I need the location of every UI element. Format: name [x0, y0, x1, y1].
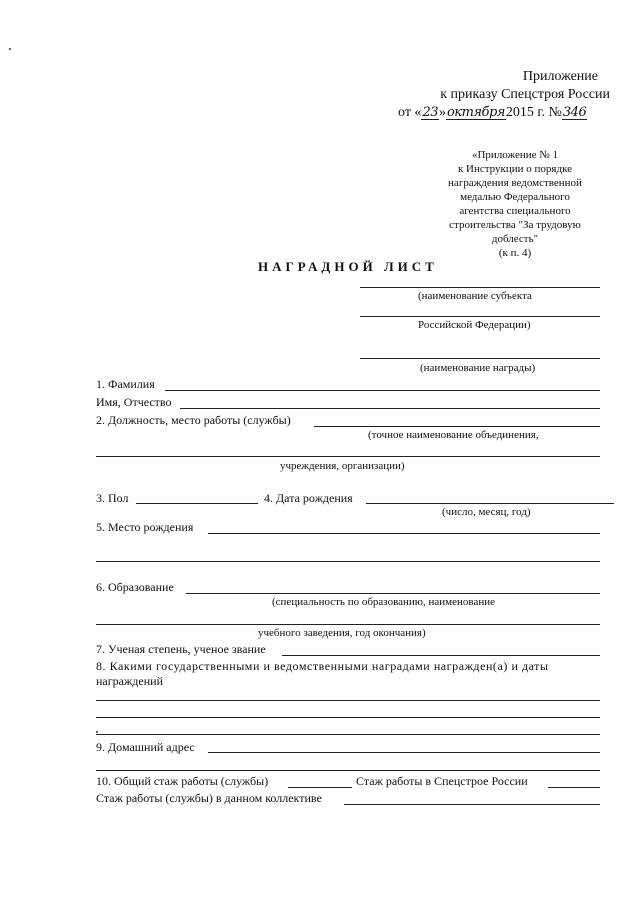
awards-field[interactable] — [96, 700, 600, 701]
note-line: награждения ведомственной — [448, 177, 582, 189]
name-field[interactable] — [180, 408, 600, 409]
date-sep: » — [438, 105, 446, 120]
handwritten-number: 346 — [562, 105, 587, 120]
position-field[interactable] — [314, 426, 600, 427]
spetsstroy-experience-label: Стаж работы в Спецстрое России — [356, 774, 528, 788]
subject-hint-2: Российской Федерации) — [418, 319, 531, 331]
note-line: доблесть" — [491, 233, 539, 245]
address-label: 9. Домашний адрес — [96, 740, 195, 754]
birthplace-label: 5. Место рождения — [96, 520, 194, 534]
subject-hint: (наименование субъекта — [418, 290, 532, 302]
degree-label: 7. Ученая степень, ученое звание — [96, 642, 266, 656]
spetsstroy-experience-field[interactable] — [548, 787, 600, 788]
address-field[interactable] — [208, 752, 600, 753]
handwritten-month: октября — [446, 105, 505, 120]
scan-mark — [96, 731, 98, 733]
surname-label: 1. Фамилия — [96, 377, 155, 391]
education-label: 6. Образование — [96, 580, 174, 594]
education-hint-2: учебного заведения, год окончания) — [258, 627, 426, 639]
page-title: НАГРАДНОЙ ЛИСТ — [258, 259, 438, 274]
header-appendix: Приложение — [522, 69, 598, 84]
date-year: 2015 г. № — [505, 105, 562, 120]
note-line: «Приложение № 1 — [471, 149, 559, 161]
scan-mark — [9, 48, 11, 50]
awards-label: 8. Какими государственными и ведомственными наградами награжден(а) и даты — [96, 659, 549, 673]
note-line: медалью Федерального — [460, 191, 570, 203]
education-field[interactable] — [186, 593, 600, 594]
surname-field[interactable] — [165, 390, 600, 391]
sex-label: 3. Пол — [96, 491, 129, 505]
note-line: (к п. 4) — [498, 247, 532, 259]
total-experience-field[interactable] — [288, 787, 352, 788]
position-label: 2. Должность, место работы (службы) — [96, 413, 291, 427]
position-hint: (точное наименование объединения, — [368, 429, 539, 441]
subject-line-2 — [360, 316, 600, 317]
collective-experience-label: Стаж работы (службы) в данном коллективе — [96, 791, 322, 805]
collective-experience-field[interactable] — [344, 804, 600, 805]
award-hint: (наименование награды) — [420, 362, 536, 374]
education-field-2[interactable] — [96, 624, 600, 625]
awards-field-3[interactable] — [96, 734, 600, 735]
header-order-date — [398, 106, 587, 120]
degree-field[interactable] — [282, 655, 600, 656]
address-field-2[interactable] — [96, 770, 600, 771]
birthdate-field[interactable] — [366, 503, 614, 504]
position-hint-2: учреждения, организации) — [280, 460, 405, 472]
handwritten-day: 23 — [422, 105, 438, 120]
birthdate-hint: (число, месяц, год) — [442, 506, 531, 518]
note-line: агентства специального — [459, 205, 571, 217]
note-line: строительства "За трудовую — [449, 219, 581, 231]
awards-label-2: награждений — [96, 674, 163, 688]
header-order: к приказу Спецстроя России — [440, 87, 610, 102]
award-line — [360, 358, 600, 359]
birthdate-label: 4. Дата рождения — [264, 491, 353, 505]
birthplace-field[interactable] — [208, 533, 600, 534]
position-field-2[interactable] — [96, 456, 600, 457]
name-label: Имя, Отчество — [96, 395, 172, 409]
education-hint: (специальность по образованию, наименование — [272, 596, 495, 608]
total-experience-label: 10. Общий стаж работы (службы) — [96, 774, 269, 788]
date-prefix: от « — [398, 105, 422, 120]
subject-line — [360, 287, 600, 288]
awards-field-2[interactable] — [96, 717, 600, 718]
note-line: к Инструкции о порядке — [457, 163, 573, 175]
birthplace-field-2[interactable] — [96, 561, 600, 562]
sex-field[interactable] — [136, 503, 258, 504]
